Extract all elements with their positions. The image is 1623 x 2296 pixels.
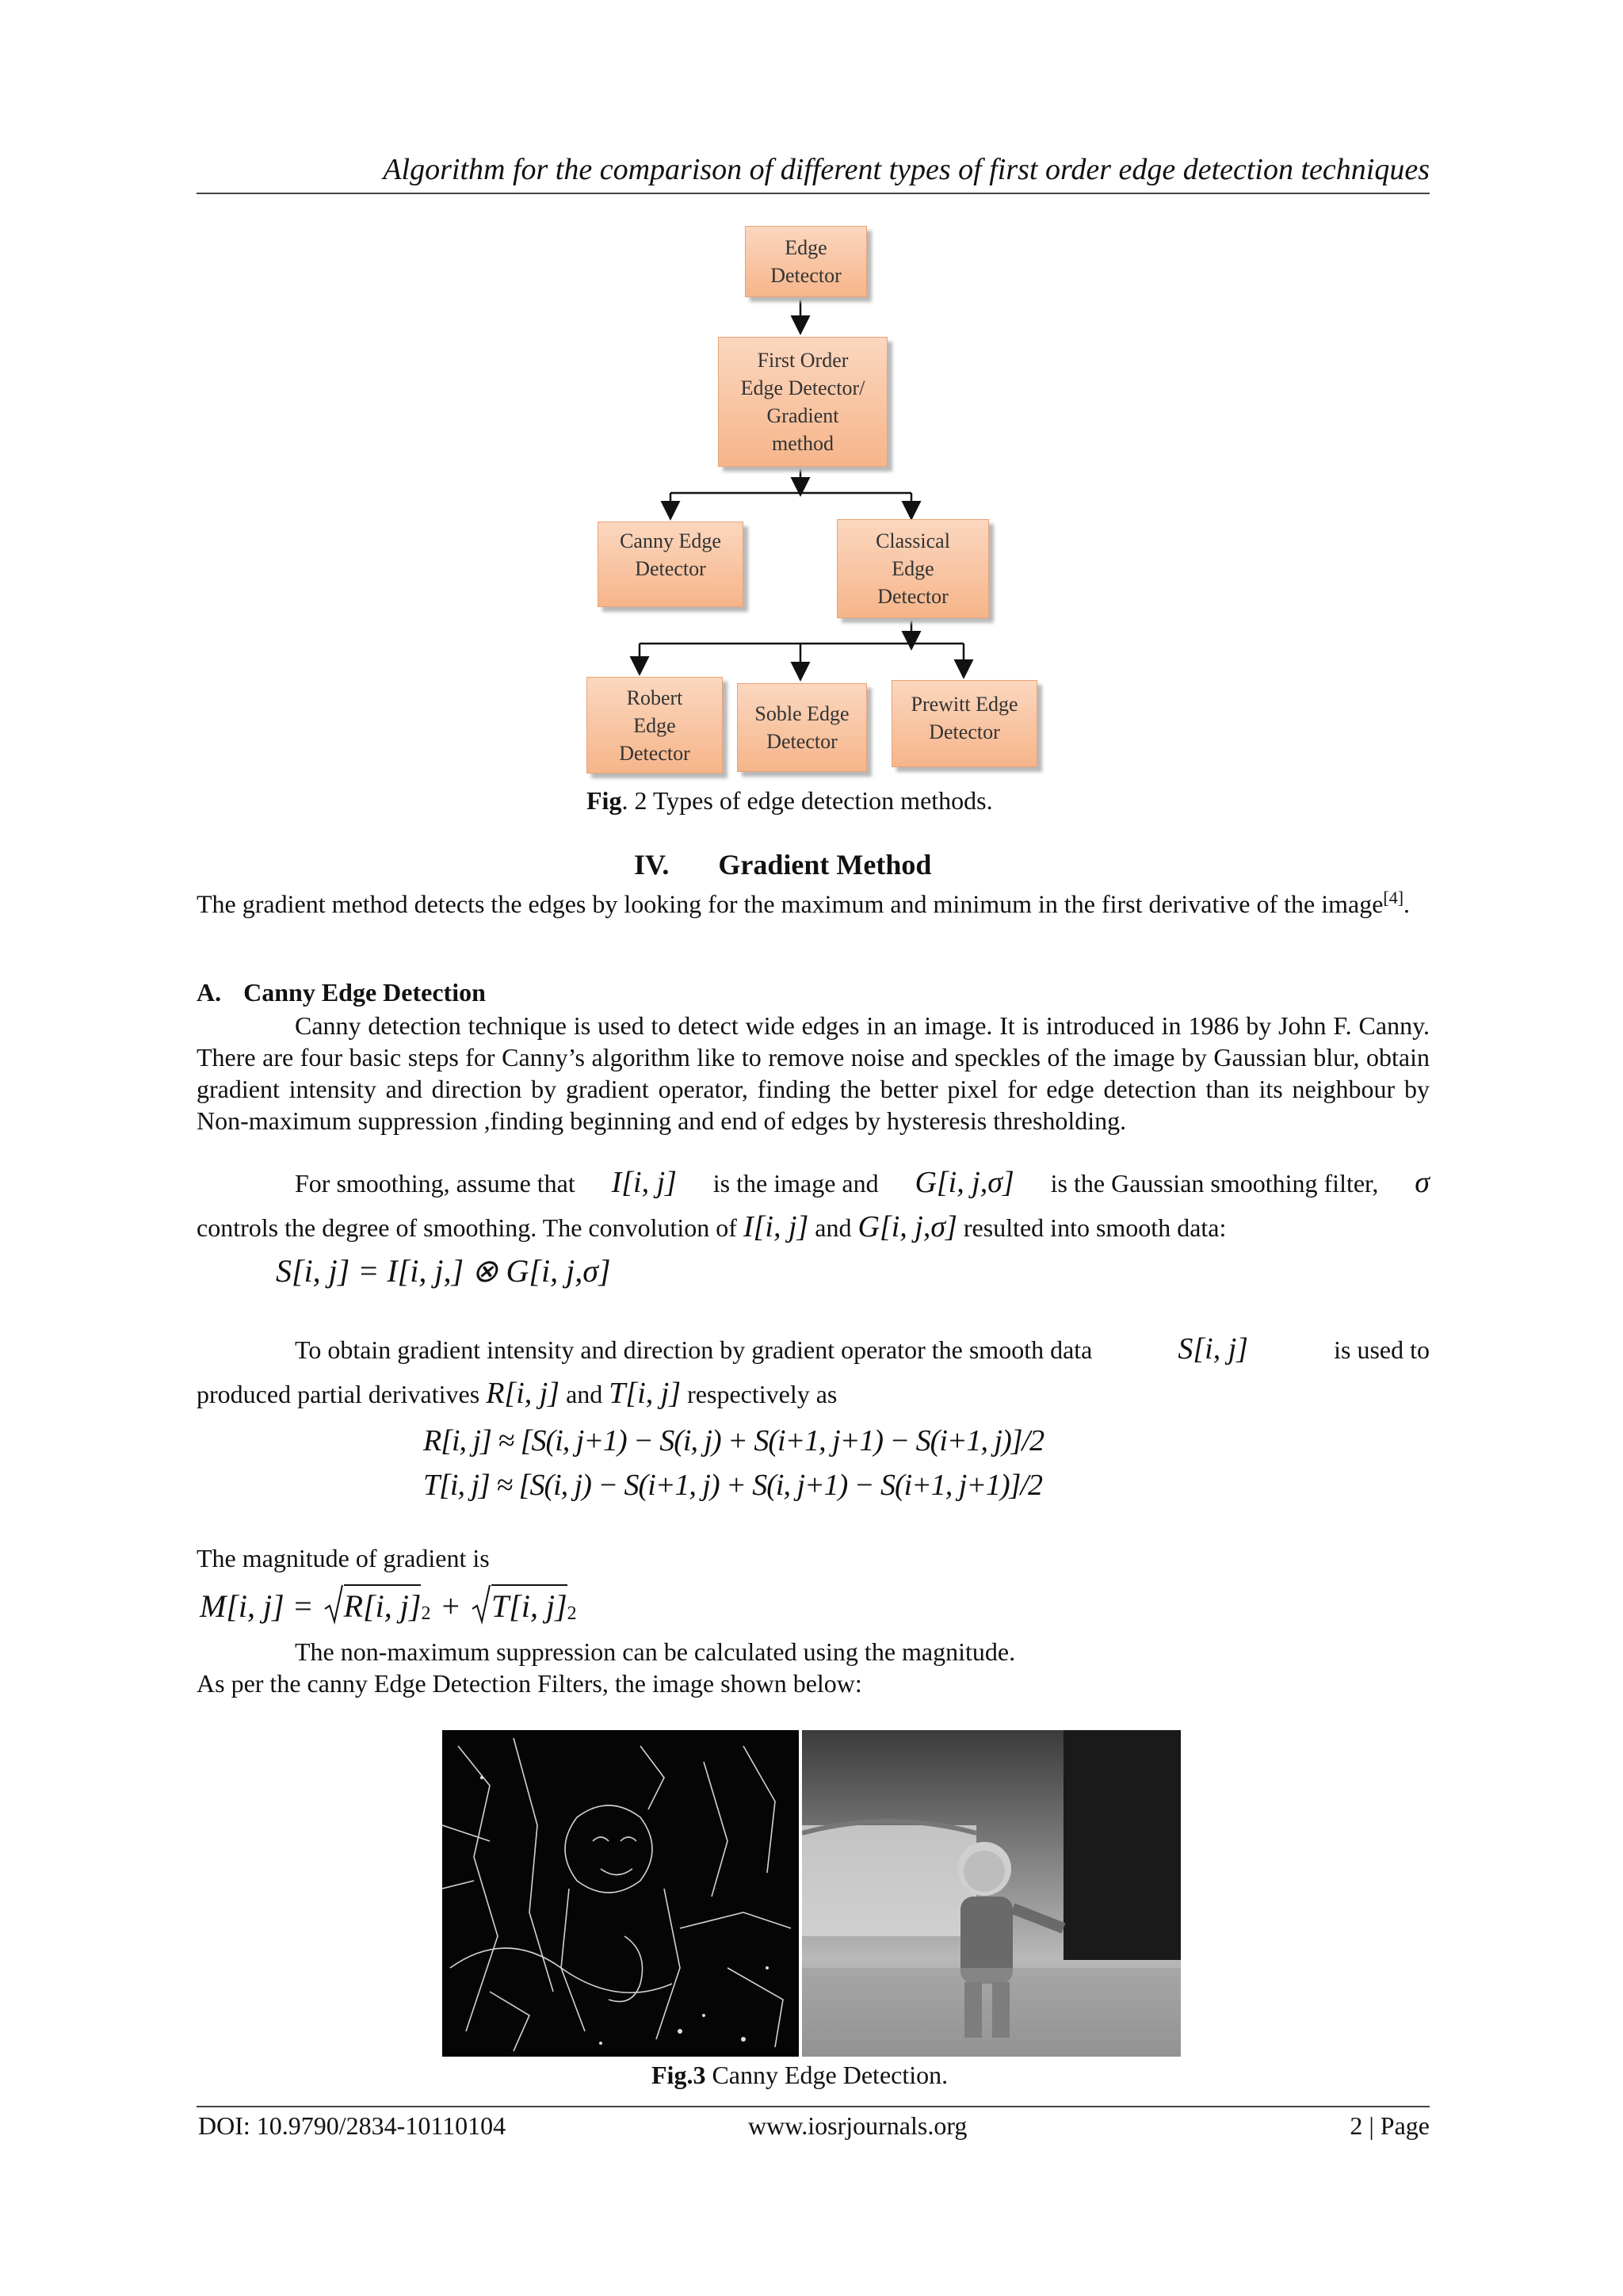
smoothing-text-2: is the image and bbox=[712, 1169, 879, 1198]
magnitude-lhs: M[i, j] = bbox=[200, 1588, 314, 1624]
equation-smooth: S[i, j] = I[i, j,] ⊗ G[i, j,σ] bbox=[276, 1253, 611, 1289]
smoothing-text-1: For smoothing, assume that bbox=[295, 1169, 575, 1198]
sqrt-sign-1 bbox=[323, 1584, 344, 1625]
smoothing-text-6: resulted into smooth data: bbox=[963, 1213, 1227, 1242]
nonmax-text: The non-maximum suppression can be calculated using the magnitude. bbox=[295, 1637, 1016, 1666]
footer-doi: DOI: 10.9790/2834-10110104 bbox=[198, 2111, 506, 2140]
node-soble-label: Soble Edge Detector bbox=[754, 702, 850, 753]
sqrt-arg-R: R[i, j] bbox=[344, 1584, 422, 1625]
gradient-op-text-3: produced partial derivatives bbox=[197, 1380, 480, 1408]
plus-sign: + bbox=[441, 1588, 460, 1624]
subsection-letter: A. bbox=[197, 978, 222, 1007]
smoothing-text-5: and bbox=[815, 1213, 852, 1242]
gradient-op-text-1: To obtain gradient intensity and direction by gradient operator the smooth data bbox=[295, 1335, 1093, 1364]
node-soble bbox=[737, 683, 867, 772]
canny-edge-lines bbox=[442, 1730, 799, 2057]
node-edge-detector bbox=[745, 226, 867, 297]
fig3-caption bbox=[651, 2061, 948, 2090]
equation-magnitude bbox=[200, 1584, 577, 1625]
as-per-text: As per the canny Edge Detection Filters, the image shown below: bbox=[197, 1669, 862, 1698]
node-classical-label: Classical Edge Detector bbox=[876, 529, 950, 608]
subsection-title: Canny Edge Detection bbox=[243, 978, 486, 1007]
math-G: G[i, j,σ] bbox=[915, 1166, 1014, 1199]
exp-R: 2 bbox=[421, 1603, 431, 1624]
citation-ref: [4] bbox=[1383, 888, 1404, 907]
math-I: I[i, j] bbox=[611, 1166, 677, 1199]
fig2-caption bbox=[586, 786, 993, 816]
gradient-op-line-1 bbox=[295, 1333, 1430, 1366]
math-T: T[i, j] bbox=[609, 1377, 682, 1410]
node-prewitt bbox=[892, 680, 1037, 767]
smoothing-line-2 bbox=[197, 1211, 1226, 1244]
fig3-label: Fig.3 bbox=[651, 2061, 706, 2089]
section-title: Gradient Method bbox=[718, 849, 932, 881]
fig2-label: Fig bbox=[586, 786, 622, 815]
node-prewitt-label: Prewitt Edge Detector bbox=[911, 693, 1018, 743]
gradient-paragraph bbox=[197, 882, 1430, 920]
node-first-order-label: First Order Edge Detector/ Gradient method bbox=[740, 349, 865, 455]
footer-rule bbox=[197, 2106, 1430, 2107]
math-sigma: σ bbox=[1415, 1166, 1430, 1199]
node-canny bbox=[598, 521, 743, 607]
node-canny-label: Canny Edge Detector bbox=[620, 529, 721, 580]
node-classical bbox=[837, 519, 989, 618]
footer-page-number: 2 | Page bbox=[1350, 2111, 1430, 2140]
sqrt-sign-2 bbox=[471, 1584, 491, 1625]
running-header: Algorithm for the comparison of different types of first order edge detection techniques bbox=[383, 153, 1430, 186]
equation-R: R[i, j] ≈ [S(i, j+1) − S(i, j) + S(i+1, j+1) − S(i+1, j)]/2 bbox=[423, 1424, 1044, 1457]
gradient-paragraph-end: . bbox=[1403, 889, 1411, 919]
canny-paragraph: Canny detection technique is used to detect wide edges in an image. It is introduced in 1986 by John F. Canny. There are four basic steps for Canny’s algorithm like to remove noise and speckles of the image by Gaussian blur, obtain gradient intensity and direction by gradient operator, finding the better pixel for edge detection than its neighbour by Non-maximum suppression ,finding beginning and end of edges by hysteresis thresholding. bbox=[197, 1011, 1430, 1135]
gradient-op-text-4: and bbox=[566, 1380, 603, 1408]
math-G-2: G[i, j,σ] bbox=[857, 1210, 957, 1244]
node-first-order bbox=[718, 337, 888, 467]
node-robert-label: Robert Edge Detector bbox=[619, 686, 690, 765]
footer-site[interactable]: www.iosrjournals.org bbox=[748, 2111, 968, 2140]
sqrt-arg-T: T[i, j] bbox=[491, 1584, 567, 1625]
section-number: IV. bbox=[634, 849, 670, 881]
math-R: R[i, j] bbox=[486, 1377, 560, 1410]
node-edge-detector-label: Edge Detector bbox=[770, 236, 842, 287]
original-photo-image bbox=[802, 1730, 1181, 2057]
smoothing-line-1 bbox=[295, 1167, 1430, 1199]
magnitude-label: The magnitude of gradient is bbox=[197, 1544, 490, 1572]
gradient-op-text-2: is used to bbox=[1334, 1335, 1430, 1364]
equation-T: T[i, j] ≈ [S(i, j) − S(i+1, j) + S(i, j+1) − S(i+1, j+1)]/2 bbox=[423, 1469, 1043, 1502]
fig2-text: . 2 Types of edge detection methods. bbox=[621, 786, 993, 815]
gradient-op-text-5: respectively as bbox=[687, 1380, 838, 1408]
section-heading bbox=[634, 848, 931, 881]
gradient-op-line-2 bbox=[197, 1377, 837, 1410]
gradient-paragraph-text: The gradient method detects the edges by looking for the maximum and minimum in the first derivative of the image bbox=[197, 889, 1384, 919]
fig3-text: Canny Edge Detection. bbox=[705, 2061, 949, 2089]
smoothing-text-4: controls the degree of smoothing. The convolution of bbox=[197, 1213, 737, 1242]
node-robert bbox=[586, 677, 723, 774]
subsection-heading bbox=[197, 978, 486, 1007]
canny-edge-output-image bbox=[442, 1730, 799, 2057]
math-S: S[i, j] bbox=[1178, 1332, 1249, 1366]
photo-scene bbox=[802, 1730, 1181, 2057]
math-I-2: I[i, j] bbox=[743, 1210, 809, 1244]
exp-T: 2 bbox=[567, 1603, 577, 1624]
smoothing-text-3: is the Gaussian smoothing filter, bbox=[1050, 1169, 1379, 1198]
